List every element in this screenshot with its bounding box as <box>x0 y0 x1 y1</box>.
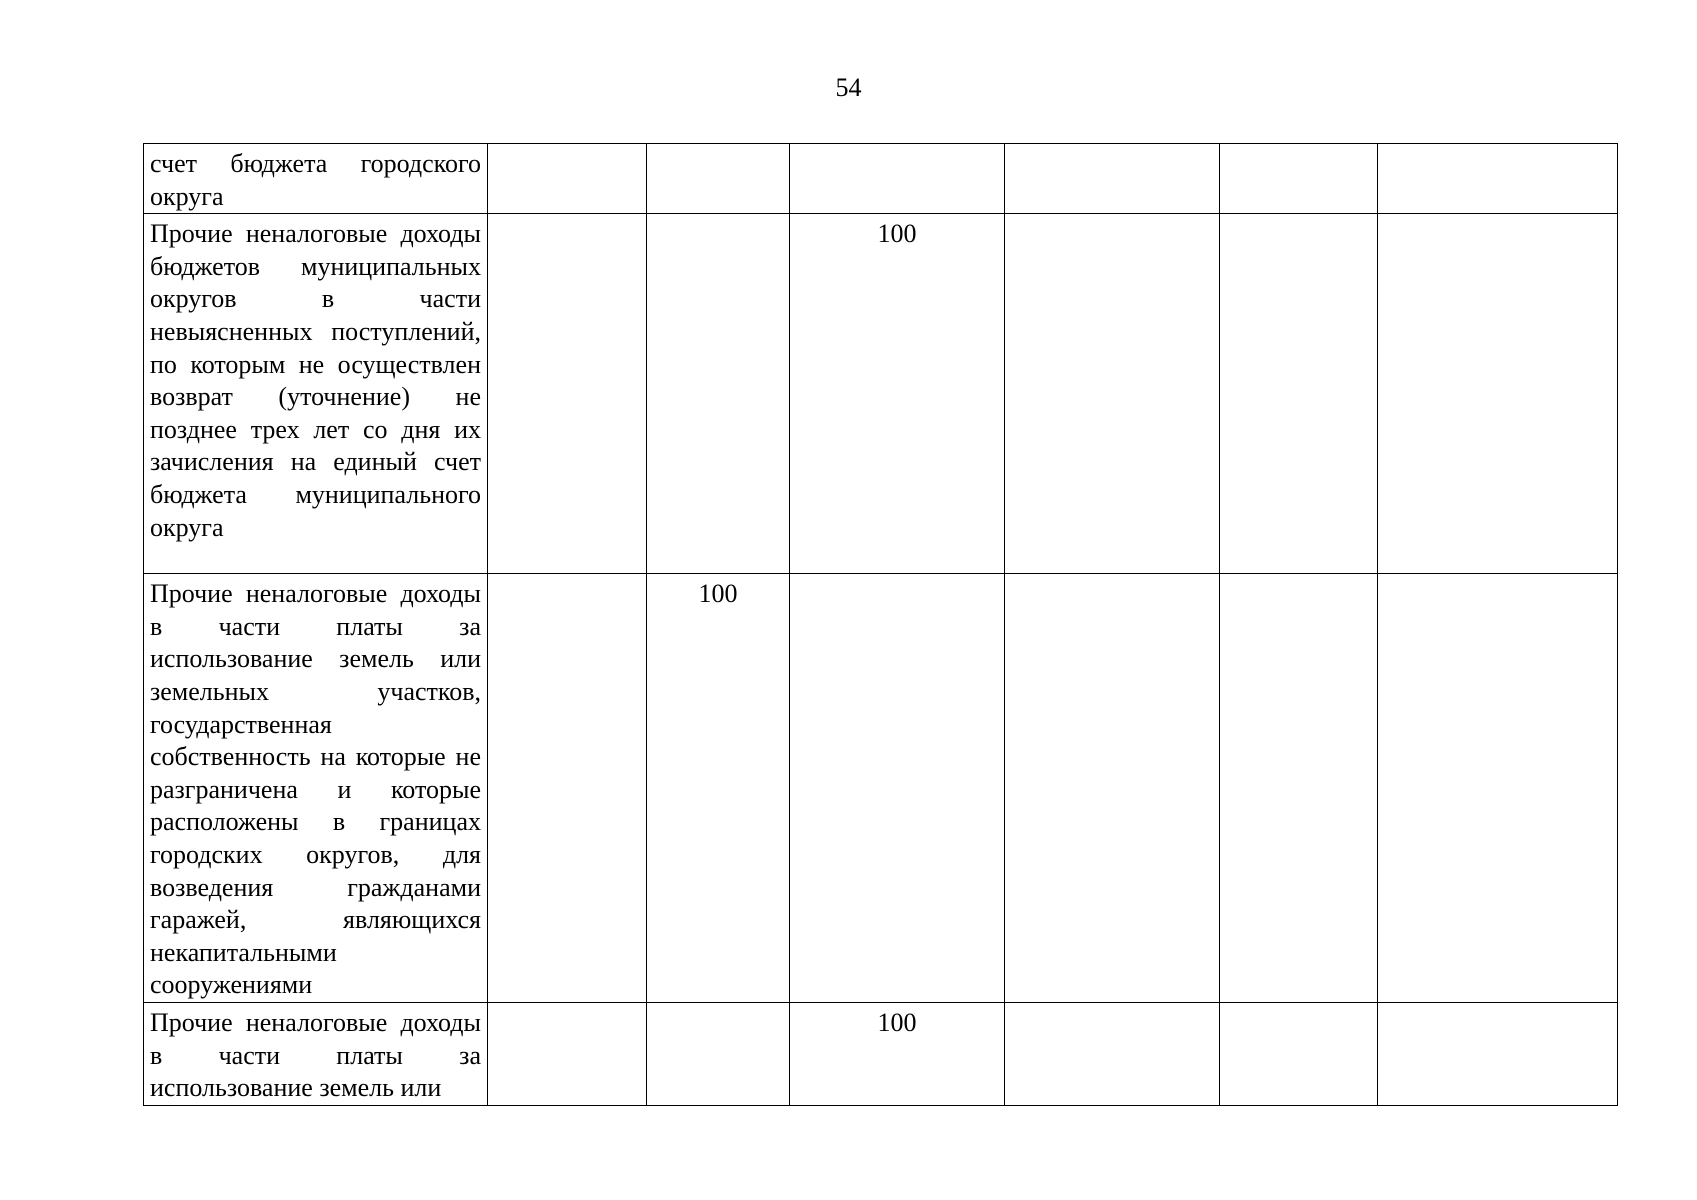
table-cell <box>1378 1002 1618 1105</box>
table-cell <box>488 144 647 214</box>
table-cell <box>1378 574 1618 1003</box>
table-row <box>144 144 1618 214</box>
table-cell <box>1220 1002 1378 1105</box>
row-description: Прочие неналоговые доходы бюджетов муниципальных округов в части невыясненных поступлений, по которым не осуществлен возврат (уточнение) не позднее трех лет со дня их зачисления на единый счет бюджета муниципального округа <box>144 214 488 574</box>
table-cell <box>1220 144 1378 214</box>
table-cell <box>1378 214 1618 574</box>
table-cell <box>1378 144 1618 214</box>
table-row <box>144 1002 1618 1105</box>
table-cell <box>488 214 647 574</box>
table-row <box>144 574 1618 1003</box>
table-cell: 100 <box>790 1002 1005 1105</box>
table-cell: 100 <box>647 574 790 1003</box>
revenue-table <box>143 143 1618 1106</box>
table-cell <box>647 214 790 574</box>
row-description: счет бюджета городского округа <box>144 144 488 214</box>
table-cell <box>1005 214 1220 574</box>
table-row <box>144 214 1618 574</box>
table-cell <box>488 574 647 1003</box>
row-description: Прочие неналоговые доходы в части платы за использование земель или <box>144 1002 488 1105</box>
table-cell <box>790 574 1005 1003</box>
table-cell <box>790 144 1005 214</box>
table-cell <box>488 1002 647 1105</box>
table-cell <box>1005 1002 1220 1105</box>
table-cell <box>1220 574 1378 1003</box>
table-cell <box>647 1002 790 1105</box>
row-description: Прочие неналоговые доходы в части платы за использование земель или земельных участков, государственная собственность на которые не разграничена и которые расположены в границах городских округов, для возведения гражданами гаражей, являющихся некапитальными сооружениями <box>144 574 488 1003</box>
table-cell <box>1005 144 1220 214</box>
table-cell <box>1005 574 1220 1003</box>
page-number: 54 <box>835 73 862 102</box>
table-cell <box>647 144 790 214</box>
table-cell <box>1220 214 1378 574</box>
table-cell: 100 <box>790 214 1005 574</box>
